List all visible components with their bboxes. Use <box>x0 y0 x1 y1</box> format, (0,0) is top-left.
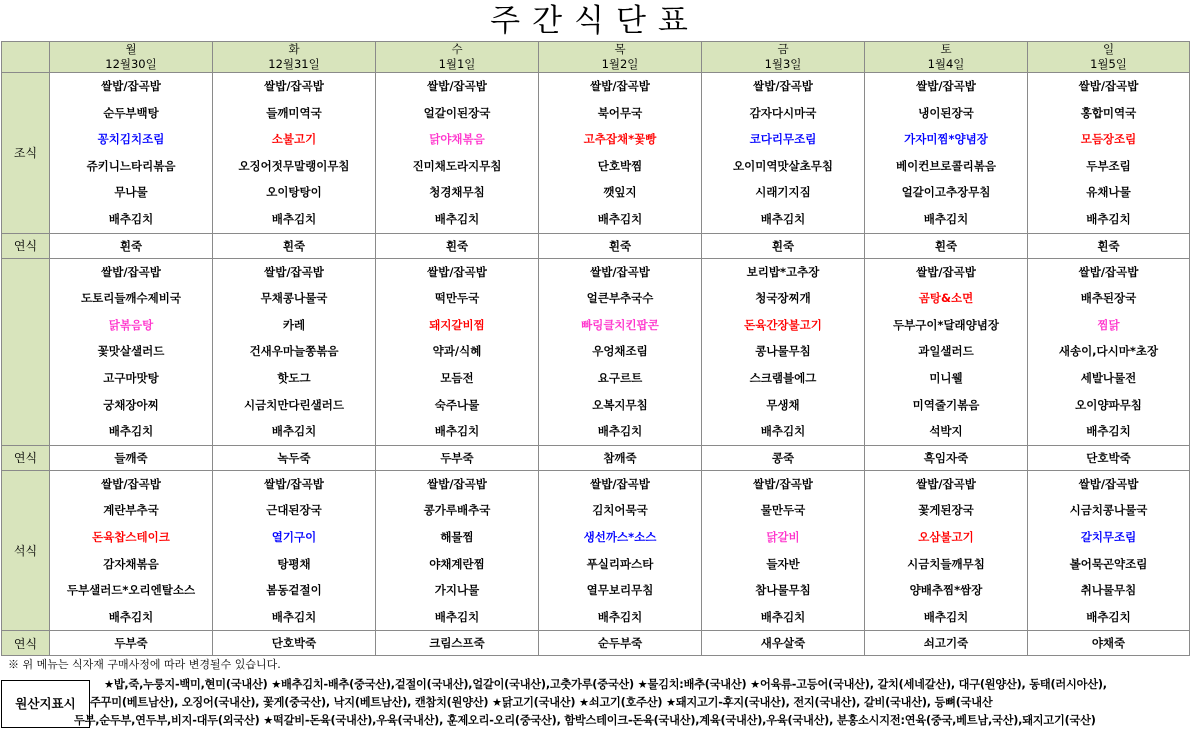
menu-item: 진미채도라지무침 <box>412 158 502 173</box>
menu-item: 콩가루배추국 <box>423 503 491 518</box>
menu-item: 코다리무조림 <box>749 132 817 147</box>
menu-item: 쌀밥/잡곡밥 <box>590 476 650 491</box>
snack-item: 녹두죽 <box>213 445 376 470</box>
menu-item: 쌀밥/잡곡밥 <box>427 264 487 279</box>
menu-cell <box>1028 470 1190 631</box>
menu-item: 열무보리무침 <box>586 583 654 598</box>
menu-item: 요구르트 <box>597 370 643 385</box>
menu-cell <box>865 258 1028 445</box>
menu-item: 고추잡채*꽃빵 <box>583 132 657 147</box>
menu-item: 새송이,다시마*초장 <box>1058 344 1159 359</box>
day-name: 목 <box>614 42 626 56</box>
menu-item: 근대된장국 <box>266 503 322 518</box>
menu-cell <box>376 258 539 445</box>
day-date: 12월31일 <box>268 57 320 71</box>
menu-item: 김치어묵국 <box>592 503 648 518</box>
snack-item: 흰죽 <box>50 233 213 258</box>
menu-item: 시금치들깨무침 <box>907 556 985 571</box>
menu-item: 보리밥*고추장 <box>746 264 820 279</box>
menu-item: 모듬전 <box>440 370 474 385</box>
menu-item: 청국장찌개 <box>755 291 811 306</box>
menu-item: 양배추찜*쌈장 <box>909 583 983 598</box>
menu-cell <box>539 470 702 631</box>
menu-item: 쌀밥/잡곡밥 <box>264 476 324 491</box>
snack-item: 새우살죽 <box>702 631 865 656</box>
menu-item: 카레 <box>282 317 306 332</box>
menu-item: 쌀밥/잡곡밥 <box>916 264 976 279</box>
menu-item: 쌀밥/잡곡밥 <box>264 79 324 93</box>
menu-item: 배추김치 <box>1086 609 1131 624</box>
menu-item: 북어무국 <box>597 105 643 120</box>
menu-item: 무생채 <box>766 397 800 412</box>
menu-cell <box>213 470 376 631</box>
menu-item: 무채콩나물국 <box>260 291 328 306</box>
menu-item: 숙주나물 <box>434 397 480 412</box>
menu-item: 스크램블에그 <box>749 370 817 385</box>
menu-cell <box>213 258 376 445</box>
menu-item: 배추김치 <box>760 211 806 226</box>
menu-item: 곰탕&소면 <box>918 291 974 306</box>
meal-label: 연식 <box>2 631 50 656</box>
menu-item: 오징어젓무말랭이무침 <box>238 158 350 173</box>
menu-item: 오이탕탕이 <box>266 185 322 200</box>
menu-cell <box>539 258 702 445</box>
menu-item: 깻잎지 <box>603 185 637 200</box>
menu-item: 석박지 <box>929 424 963 439</box>
menu-item: 약과/식혜 <box>432 344 482 359</box>
menu-item: 배추김치 <box>1086 211 1131 226</box>
menu-item: 얼큰부추국수 <box>586 291 654 306</box>
menu-item: 쌀밥/잡곡밥 <box>590 79 650 93</box>
menu-item: 핫도그 <box>277 370 311 385</box>
day-date: 12월30일 <box>105 57 157 71</box>
snack-item: 크림스프죽 <box>376 631 539 656</box>
menu-item: 쌀밥/잡곡밥 <box>753 79 813 93</box>
menu-item: 배추김치 <box>1086 424 1131 439</box>
meal-label: 석식 <box>2 470 50 631</box>
menu-item: 꽃맛살샐러드 <box>97 344 165 359</box>
menu-item: 배추된장국 <box>1080 291 1137 306</box>
weekly-menu-table <box>1 41 1190 656</box>
day-header <box>376 42 539 73</box>
menu-cell <box>50 73 213 234</box>
menu-cell <box>1028 73 1190 234</box>
menu-item: 쌀밥/잡곡밥 <box>1078 476 1139 491</box>
menu-item: 쥬키니느타리볶음 <box>86 158 176 173</box>
origin-info <box>74 676 1186 730</box>
page-title: 주간식단표 <box>490 3 700 39</box>
menu-item: 얼갈이고추장무침 <box>901 185 991 200</box>
menu-item: 배추김치 <box>760 609 806 624</box>
menu-item: 돼지갈비찜 <box>429 317 485 332</box>
day-header-row <box>2 42 1190 73</box>
menu-item: 열기구이 <box>271 529 317 544</box>
day-name: 금 <box>777 42 789 56</box>
menu-cell <box>865 73 1028 234</box>
menu-item: 쌀밥/잡곡밥 <box>427 476 487 491</box>
menu-item: 생선까스*소스 <box>583 529 657 544</box>
menu-item: 쌀밥/잡곡밥 <box>590 264 650 279</box>
menu-item: 배추김치 <box>434 609 480 624</box>
menu-item: 배추김치 <box>597 609 643 624</box>
day-header <box>213 42 376 73</box>
snack-row <box>2 233 1190 258</box>
snack-item: 두부죽 <box>50 631 213 656</box>
menu-item: 냉이된장국 <box>918 105 974 120</box>
menu-item: 소불고기 <box>271 132 317 147</box>
menu-item: 돈육간장불고기 <box>744 317 822 332</box>
menu-item: 갈치무조림 <box>1080 529 1137 544</box>
snack-item: 참깨죽 <box>539 445 702 470</box>
meal-label: 연식 <box>2 233 50 258</box>
menu-notice: ※ 위 메뉴는 식자재 구매사정에 따라 변경될수 있습니다. <box>8 658 281 671</box>
menu-item: 유채나물 <box>1086 185 1131 200</box>
menu-item: 고구마맛탕 <box>103 370 159 385</box>
menu-item: 배추김치 <box>108 211 154 226</box>
menu-item: 미역줄기볶음 <box>912 397 980 412</box>
menu-item: 배추김치 <box>923 609 969 624</box>
menu-cell <box>50 258 213 445</box>
snack-item: 흰죽 <box>865 233 1028 258</box>
day-date: 1월1일 <box>438 57 476 71</box>
menu-item: 볼어묵곤약조림 <box>1069 556 1148 571</box>
snack-item: 단호박죽 <box>1028 445 1190 470</box>
menu-item: 과일샐러드 <box>918 344 974 359</box>
menu-cell <box>865 470 1028 631</box>
day-header <box>702 42 865 73</box>
menu-cell <box>702 470 865 631</box>
day-name: 수 <box>451 42 463 56</box>
day-name: 일 <box>1102 42 1115 56</box>
snack-item: 들깨죽 <box>50 445 213 470</box>
day-header <box>50 42 213 73</box>
menu-item: 오이양파무침 <box>1075 397 1142 412</box>
day-header <box>865 42 1028 73</box>
day-header <box>539 42 702 73</box>
menu-item: 계란부추국 <box>103 503 159 518</box>
menu-item: 닭갈비 <box>766 529 800 544</box>
menu-cell <box>702 258 865 445</box>
menu-item: 시래기지짐 <box>755 185 811 200</box>
snack-row <box>2 445 1190 470</box>
menu-item: 야채계란찜 <box>429 556 485 571</box>
menu-item: 쌀밥/잡곡밥 <box>101 476 161 491</box>
menu-item: 배추김치 <box>923 211 969 226</box>
menu-item: 꽁치김치조림 <box>97 132 165 147</box>
menu-item: 시금치만다린샐러드 <box>244 397 344 412</box>
day-date: 1월3일 <box>764 57 802 71</box>
menu-item: 쌀밥/잡곡밥 <box>427 79 487 93</box>
snack-item: 순두부죽 <box>539 631 702 656</box>
menu-item: 배추김치 <box>271 609 317 624</box>
menu-item: 돈육찹스테이크 <box>92 529 170 544</box>
menu-item: 건새우마늘쫑볶음 <box>249 344 339 359</box>
snack-item: 흰죽 <box>213 233 376 258</box>
menu-item: 시금치콩나물국 <box>1069 503 1148 518</box>
menu-item: 단호박찜 <box>597 158 643 173</box>
menu-item: 찜닭 <box>1097 317 1120 332</box>
menu-item: 닭볶음탕 <box>108 317 154 332</box>
snack-item: 콩죽 <box>702 445 865 470</box>
menu-item: 청경채무침 <box>429 185 485 200</box>
menu-item: 배추김치 <box>108 424 154 439</box>
meal-label: 조식 <box>2 73 50 234</box>
snack-item: 흑임자죽 <box>865 445 1028 470</box>
menu-item: 가자미찜*양념장 <box>904 132 988 147</box>
snack-item: 흰죽 <box>539 233 702 258</box>
origin-line: 두부,순두부,연두부,비지-대두(외국산) ★떡갈비-돈육(국내산),우육(국내산), 훈제오리-오리(중국산), 함박스테이크-돈육(국내산),계육(국내산),우육(국내산), 분홍소시지전:연육(중국,베트남,국산),돼지고기(국산) <box>74 714 1096 727</box>
menu-item: 궁채장아찌 <box>103 397 159 412</box>
menu-cell <box>702 73 865 234</box>
meal-row <box>2 73 1190 234</box>
menu-item: 세발나물전 <box>1080 370 1137 385</box>
meal-row <box>2 258 1190 445</box>
snack-item: 단호박죽 <box>213 631 376 656</box>
menu-item: 배추김치 <box>271 424 317 439</box>
menu-item: 배추김치 <box>434 211 480 226</box>
menu-item: 들깨미역국 <box>266 105 322 120</box>
menu-cell <box>376 470 539 631</box>
day-date: 1월2일 <box>601 57 639 71</box>
menu-item: 쌀밥/잡곡밥 <box>916 79 976 93</box>
menu-item: 두부샐러드*오리엔탈소스 <box>66 583 196 598</box>
menu-item: 순두부백탕 <box>103 105 159 120</box>
menu-item: 쌀밥/잡곡밥 <box>1078 264 1139 279</box>
menu-item: 두부구이*달래양념장 <box>893 317 999 332</box>
menu-item: 쌀밥/잡곡밥 <box>101 79 161 93</box>
snack-row <box>2 631 1190 656</box>
origin-line: 주꾸미(베트남산), 오징어(국내산), 꽃게(중국산), 낙지(베트남산), 캔참치(원양산) ★닭고기(국내산) ★쇠고기(호주산) ★돼지고기-후지(국내산), 전지(국내산), 갈비(국내산), 등뼈(국내산 <box>90 696 993 709</box>
menu-item: 쌀밥/잡곡밥 <box>1078 79 1139 93</box>
menu-item: 도토리들깨수제비국 <box>81 291 181 306</box>
menu-item: 참나물무침 <box>755 583 811 598</box>
menu-item: 모듬장조림 <box>1080 132 1137 147</box>
menu-item: 오삼불고기 <box>918 529 974 544</box>
snack-item: 흰죽 <box>376 233 539 258</box>
menu-cell <box>539 73 702 234</box>
origin-label: 원산지표시 <box>1 680 90 728</box>
menu-item: 배추김치 <box>760 424 806 439</box>
menu-item: 얼갈이된장국 <box>423 105 491 120</box>
menu-item: 베이컨브로콜리볶음 <box>896 158 996 173</box>
origin-line: ★밥,죽,누룽지-백미,현미(국내산) ★배추김치-배추(중국산),겉절이(국내산),얼갈이(국내산),고춧가루(중국산) ★물김치:배추(국내산) ★어육류-고등어(국내산), 갈치(세네갈산), 대구(원양산), 동태(러시아산), <box>104 678 1107 691</box>
menu-item: 쌀밥/잡곡밥 <box>916 476 976 491</box>
menu-item: 무나물 <box>114 185 148 200</box>
meal-label <box>2 258 50 445</box>
menu-item: 감자채볶음 <box>103 556 159 571</box>
menu-item: 쌀밥/잡곡밥 <box>101 264 161 279</box>
day-name: 화 <box>288 42 300 56</box>
header-corner <box>2 42 50 73</box>
menu-item: 배추김치 <box>597 211 643 226</box>
snack-item: 야채죽 <box>1028 631 1190 656</box>
snack-item: 흰죽 <box>1028 233 1190 258</box>
menu-item: 홍합미역국 <box>1080 105 1137 120</box>
menu-item: 빠링클치킨팝콘 <box>581 317 659 332</box>
menu-item: 봄동겉절이 <box>266 583 322 598</box>
menu-item: 해물찜 <box>440 529 474 544</box>
menu-item: 배추김치 <box>434 424 480 439</box>
menu-item: 미니웰 <box>929 370 963 385</box>
day-name: 월 <box>125 42 137 56</box>
snack-item: 두부죽 <box>376 445 539 470</box>
menu-item: 오복지무침 <box>592 397 648 412</box>
menu-item: 떡만두국 <box>434 291 480 306</box>
day-name: 토 <box>940 42 952 56</box>
meal-row <box>2 470 1190 631</box>
meal-label: 연식 <box>2 445 50 470</box>
menu-item: 배추김치 <box>597 424 643 439</box>
menu-item: 두부조림 <box>1086 158 1131 173</box>
menu-item: 취나물무침 <box>1080 583 1137 598</box>
menu-item: 오이미역맛살초무침 <box>733 158 833 173</box>
snack-item: 흰죽 <box>702 233 865 258</box>
menu-item: 우엉채조림 <box>592 344 648 359</box>
menu-item: 꽃게된장국 <box>918 503 974 518</box>
menu-item: 쌀밥/잡곡밥 <box>753 476 813 491</box>
menu-item: 콩나물무침 <box>755 344 811 359</box>
menu-item: 들자반 <box>766 556 800 571</box>
menu-cell <box>376 73 539 234</box>
day-date: 1월4일 <box>927 57 965 71</box>
snack-item: 쇠고기죽 <box>865 631 1028 656</box>
menu-cell <box>213 73 376 234</box>
menu-item: 탕평채 <box>277 556 311 571</box>
menu-item: 가지나물 <box>434 583 480 598</box>
menu-item: 감자다시마국 <box>749 105 817 120</box>
menu-item: 푸실리파스타 <box>586 556 654 571</box>
menu-item: 닭야채볶음 <box>429 132 485 147</box>
menu-cell <box>50 470 213 631</box>
menu-item: 물만두국 <box>760 503 806 518</box>
day-date: 1월5일 <box>1090 57 1127 71</box>
menu-cell <box>1028 258 1190 445</box>
menu-item: 배추김치 <box>271 211 317 226</box>
day-header <box>1028 42 1190 73</box>
menu-item: 쌀밥/잡곡밥 <box>264 264 324 279</box>
menu-item: 배추김치 <box>108 609 154 624</box>
